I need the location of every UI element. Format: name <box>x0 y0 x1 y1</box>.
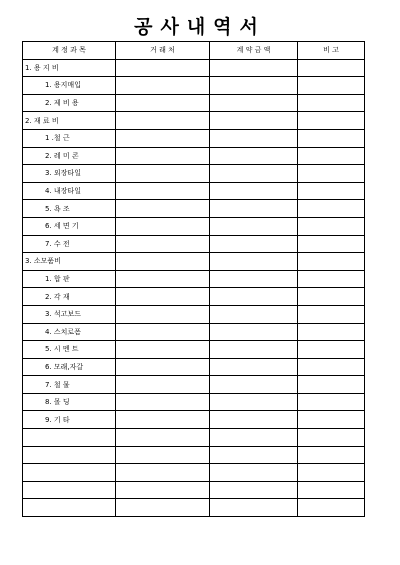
table-row <box>23 288 365 306</box>
table-row <box>23 217 365 235</box>
vendor-cell[interactable] <box>116 94 210 112</box>
remarks-cell[interactable] <box>298 77 365 95</box>
table-row <box>23 200 365 218</box>
contract-amount-cell[interactable] <box>210 305 298 323</box>
vendor-cell[interactable] <box>116 429 210 447</box>
table-row <box>23 358 365 376</box>
table-row <box>23 77 365 95</box>
remarks-cell[interactable] <box>298 59 365 77</box>
contract-amount-cell[interactable] <box>210 165 298 183</box>
account-cell: 3. 외장타일 <box>23 165 116 183</box>
contract-amount-cell[interactable] <box>210 323 298 341</box>
table-row <box>23 253 365 271</box>
vendor-cell[interactable] <box>116 288 210 306</box>
remarks-cell[interactable] <box>298 288 365 306</box>
vendor-cell[interactable] <box>116 499 210 517</box>
contract-amount-cell[interactable] <box>210 358 298 376</box>
account-cell: 1. 용지매입 <box>23 77 116 95</box>
header-contract-amount: 계 약 금 액 <box>210 42 298 60</box>
account-cell: 5. 시 멘 트 <box>23 341 116 359</box>
table-row <box>23 481 365 499</box>
contract-amount-cell[interactable] <box>210 464 298 482</box>
table-row <box>23 499 365 517</box>
account-cell: 1. 용 지 비 <box>23 59 116 77</box>
account-cell <box>23 481 116 499</box>
remarks-cell[interactable] <box>298 270 365 288</box>
table-row <box>23 165 365 183</box>
vendor-cell[interactable] <box>116 270 210 288</box>
vendor-cell[interactable] <box>116 59 210 77</box>
remarks-cell[interactable] <box>298 429 365 447</box>
vendor-cell[interactable] <box>116 464 210 482</box>
vendor-cell[interactable] <box>116 358 210 376</box>
vendor-cell[interactable] <box>116 481 210 499</box>
vendor-cell[interactable] <box>116 341 210 359</box>
table-row <box>23 147 365 165</box>
account-cell: 4. 내장타일 <box>23 182 116 200</box>
vendor-cell[interactable] <box>116 200 210 218</box>
table-row <box>23 305 365 323</box>
vendor-cell[interactable] <box>116 182 210 200</box>
table-row <box>23 129 365 147</box>
vendor-cell[interactable] <box>116 129 210 147</box>
table-row <box>23 429 365 447</box>
vendor-cell[interactable] <box>116 411 210 429</box>
table-row <box>23 341 365 359</box>
table-row <box>23 182 365 200</box>
contract-amount-cell[interactable] <box>210 411 298 429</box>
contract-amount-cell[interactable] <box>210 341 298 359</box>
contract-amount-cell[interactable] <box>210 182 298 200</box>
remarks-cell[interactable] <box>298 323 365 341</box>
contract-amount-cell[interactable] <box>210 59 298 77</box>
document-title: 공사내역서 <box>134 16 266 38</box>
table-row <box>23 393 365 411</box>
remarks-cell[interactable] <box>298 499 365 517</box>
contract-amount-cell[interactable] <box>210 217 298 235</box>
remarks-cell[interactable] <box>298 94 365 112</box>
vendor-cell[interactable] <box>116 253 210 271</box>
account-cell: 2. 각 재 <box>23 288 116 306</box>
remarks-cell[interactable] <box>298 358 365 376</box>
statement-table <box>22 41 365 517</box>
table-row <box>23 112 365 130</box>
contract-amount-cell[interactable] <box>210 393 298 411</box>
remarks-cell[interactable] <box>298 446 365 464</box>
table-row <box>23 323 365 341</box>
vendor-cell[interactable] <box>116 323 210 341</box>
account-cell: 9. 기 타 <box>23 411 116 429</box>
header-vendor: 거 래 처 <box>116 42 210 60</box>
account-cell: 7. 수 전 <box>23 235 116 253</box>
table-row <box>23 270 365 288</box>
vendor-cell[interactable] <box>116 77 210 95</box>
account-cell: 6. 세 면 기 <box>23 217 116 235</box>
vendor-cell[interactable] <box>116 112 210 130</box>
account-cell: 4. 스치로폼 <box>23 323 116 341</box>
remarks-cell[interactable] <box>298 235 365 253</box>
table-row <box>23 376 365 394</box>
account-cell: 3. 석고보드 <box>23 305 116 323</box>
account-cell: 1. 합 판 <box>23 270 116 288</box>
contract-amount-cell[interactable] <box>210 112 298 130</box>
vendor-cell[interactable] <box>116 376 210 394</box>
contract-amount-cell[interactable] <box>210 129 298 147</box>
contract-amount-cell[interactable] <box>210 270 298 288</box>
account-cell: 2. 재 료 비 <box>23 112 116 130</box>
vendor-cell[interactable] <box>116 393 210 411</box>
account-cell <box>23 464 116 482</box>
contract-amount-cell[interactable] <box>210 77 298 95</box>
table-row <box>23 464 365 482</box>
contract-amount-cell[interactable] <box>210 429 298 447</box>
table-row <box>23 446 365 464</box>
contract-amount-cell[interactable] <box>210 94 298 112</box>
remarks-cell[interactable] <box>298 200 365 218</box>
account-cell: 5. 욕 조 <box>23 200 116 218</box>
remarks-cell[interactable] <box>298 305 365 323</box>
header-row <box>23 42 365 60</box>
account-cell <box>23 429 116 447</box>
vendor-cell[interactable] <box>116 147 210 165</box>
remarks-cell[interactable] <box>298 393 365 411</box>
vendor-cell[interactable] <box>116 235 210 253</box>
header-account: 계 정 과 목 <box>23 42 116 60</box>
contract-amount-cell[interactable] <box>210 499 298 517</box>
remarks-cell[interactable] <box>298 411 365 429</box>
remarks-cell[interactable] <box>298 376 365 394</box>
contract-amount-cell[interactable] <box>210 481 298 499</box>
vendor-cell[interactable] <box>116 446 210 464</box>
remarks-cell[interactable] <box>298 182 365 200</box>
contract-amount-cell[interactable] <box>210 253 298 271</box>
remarks-cell[interactable] <box>298 147 365 165</box>
account-cell: 3. 소모품비 <box>23 253 116 271</box>
account-cell: 8. 몰 딩 <box>23 393 116 411</box>
vendor-cell[interactable] <box>116 305 210 323</box>
account-cell: 2. 제 비 용 <box>23 94 116 112</box>
account-cell: 2. 레 미 콘 <box>23 147 116 165</box>
header-remarks: 비 고 <box>298 42 365 60</box>
vendor-cell[interactable] <box>116 217 210 235</box>
account-cell <box>23 446 116 464</box>
remarks-cell[interactable] <box>298 129 365 147</box>
remarks-cell[interactable] <box>298 253 365 271</box>
contract-amount-cell[interactable] <box>210 200 298 218</box>
remarks-cell[interactable] <box>298 341 365 359</box>
contract-amount-cell[interactable] <box>210 288 298 306</box>
account-cell: 1 .철 근 <box>23 129 116 147</box>
contract-amount-cell[interactable] <box>210 376 298 394</box>
remarks-cell[interactable] <box>298 112 365 130</box>
remarks-cell[interactable] <box>298 217 365 235</box>
remarks-cell[interactable] <box>298 165 365 183</box>
contract-amount-cell[interactable] <box>210 446 298 464</box>
contract-amount-cell[interactable] <box>210 235 298 253</box>
remarks-cell[interactable] <box>298 464 365 482</box>
remarks-cell[interactable] <box>298 481 365 499</box>
account-cell <box>23 499 116 517</box>
table-row <box>23 59 365 77</box>
table-body <box>23 59 365 516</box>
contract-amount-cell[interactable] <box>210 147 298 165</box>
vendor-cell[interactable] <box>116 165 210 183</box>
account-cell: 6. 모래,자갈 <box>23 358 116 376</box>
table-row <box>23 411 365 429</box>
table-row <box>23 94 365 112</box>
account-cell: 7. 철 물 <box>23 376 116 394</box>
table-row <box>23 235 365 253</box>
